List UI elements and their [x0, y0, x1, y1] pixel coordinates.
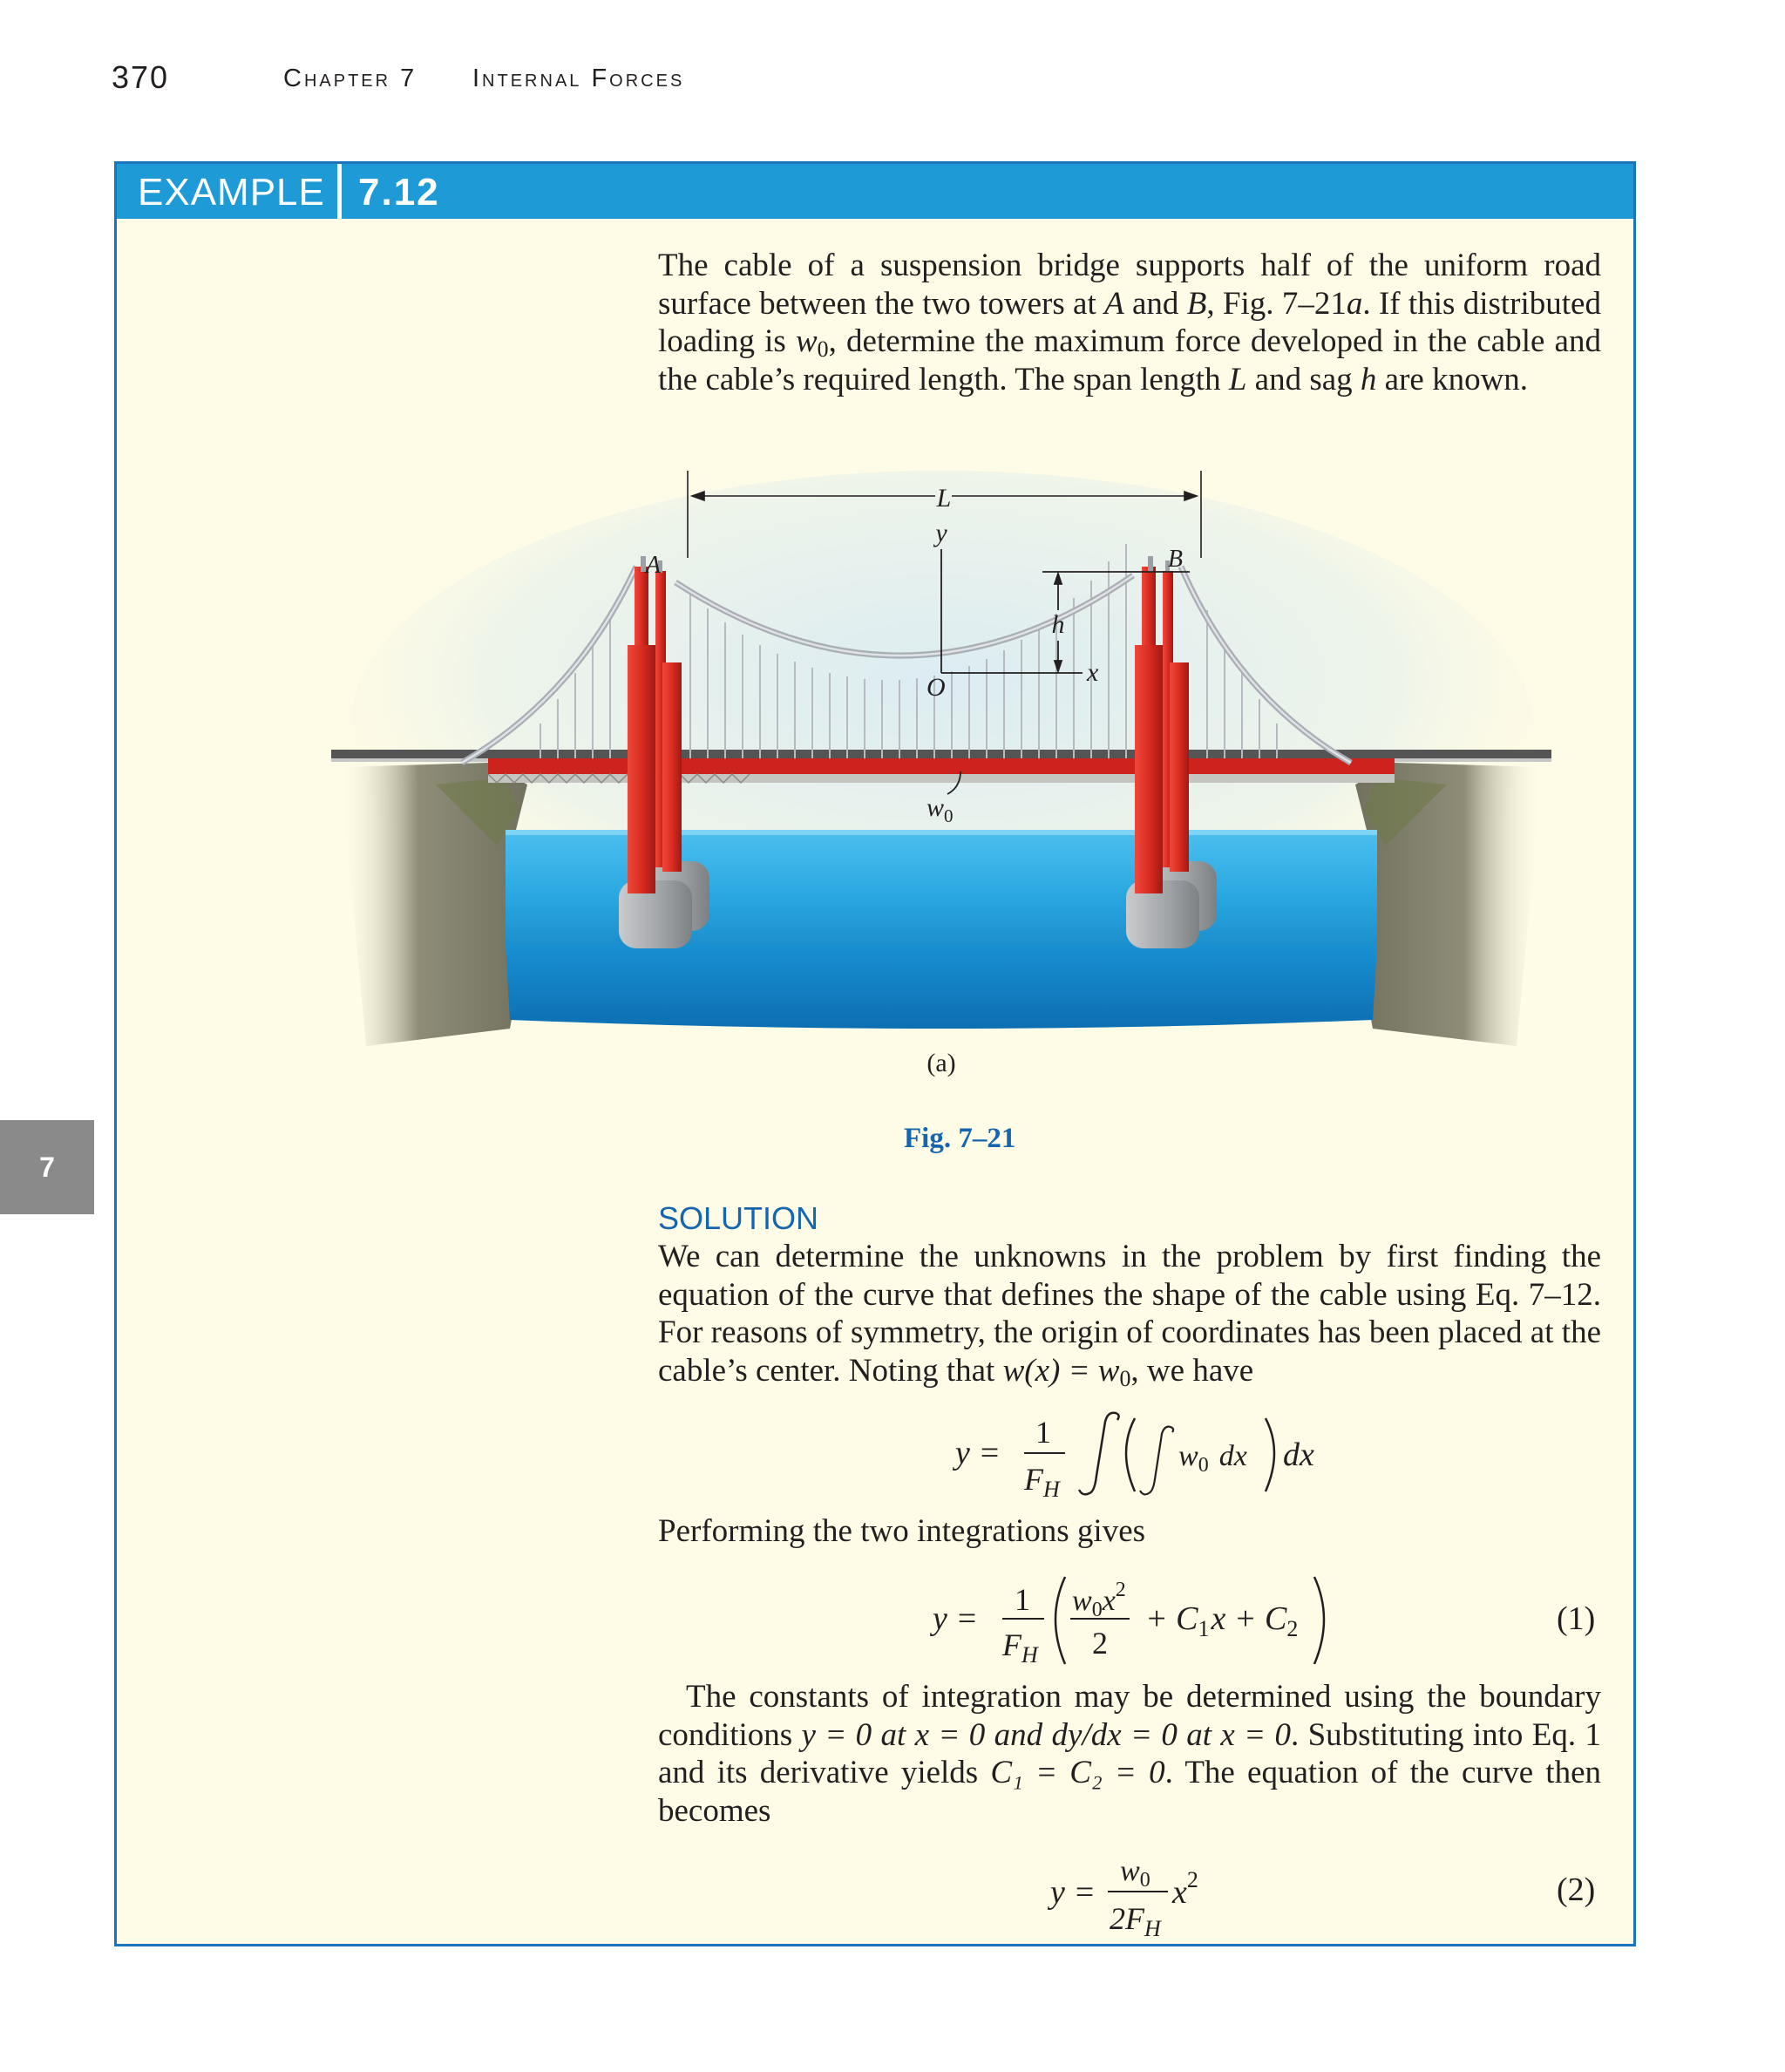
example-header-bar [117, 164, 1633, 219]
label-h: h [1051, 610, 1065, 639]
label-B: B [1167, 546, 1183, 573]
svg-text:y =: y = [1050, 1874, 1096, 1911]
chapter-label: Chapter 7 [283, 65, 417, 92]
svg-text:2FH: $2F_H$ [1110, 1901, 1161, 1940]
label-x-axis: x [1087, 658, 1099, 687]
label-O: O [926, 673, 946, 702]
label-A: A [645, 552, 661, 579]
svg-text:FH: $F_H$ [1002, 1627, 1038, 1668]
equation-2-number: (2) [1557, 1872, 1596, 1908]
example-number: 7.12 [358, 171, 440, 214]
page-number: 370 [112, 59, 170, 95]
chapter-thumb-tab: 7 [0, 1120, 94, 1214]
svg-text:w0dx: $w_0$ dx [1178, 1440, 1247, 1477]
example-label: EXAMPLE [138, 171, 325, 214]
svg-text:+ C1x + C2: + $C_1x + C_2$ [1145, 1600, 1299, 1641]
problem-statement: The cable of a suspension bridge supports half of the uniform road surface between the two towers at A and B, Fig. 7–21a. If this distributed loading is $w_0$, determine the maximum force developed in the cable and the cable’s required length. The span length L and sag h are known. [658, 248, 1601, 397]
svg-text:w0: $w_0$ [1120, 1855, 1150, 1892]
svg-text:x2: $x^2$ [1172, 1867, 1198, 1911]
equation-integral [941, 1408, 1325, 1504]
svg-text:y =: y = [955, 1435, 1001, 1471]
solution-heading: SOLUTION [658, 1200, 819, 1236]
svg-text:2: 2 [1092, 1626, 1108, 1661]
equation-2 [1042, 1844, 1233, 1940]
figure-subcaption: (a) [926, 1049, 956, 1077]
svg-text:1: 1 [1035, 1415, 1051, 1450]
label-y-axis: y [935, 519, 947, 547]
svg-text:w0x2: $w_0x^2$ [1072, 1579, 1126, 1621]
svg-text:1: 1 [1015, 1582, 1030, 1617]
label-L: L [936, 484, 952, 513]
svg-text:dx: dx [1283, 1437, 1314, 1473]
label-w0: $w_0$ [926, 793, 954, 826]
chapter-title: Internal Forces [472, 65, 685, 92]
svg-text:FH: $F_H$ [1024, 1462, 1060, 1502]
equation-1-number: (1) [1557, 1600, 1596, 1637]
water-front [506, 945, 1377, 1029]
deck-beam [488, 758, 1395, 774]
example-divider [337, 164, 342, 219]
figure-caption: Fig. 7–21 [904, 1123, 1016, 1154]
equation-1 [924, 1565, 1342, 1669]
road-surface [331, 750, 1551, 758]
solution-paragraph-2: Performing the two integrations gives [658, 1513, 1146, 1549]
suspension-bridge-figure [331, 471, 1551, 1098]
svg-text:y =: y = [933, 1600, 979, 1637]
solution-paragraph-1: We can determine the unknowns in the problem by first finding the equation of the curve that defines the shape of the cable using Eq. 7–12. For reasons of symmetry, the origin of coordinates has been placed at the cable’s center. Noting that $w(x) = w_0$, we have [658, 1239, 1601, 1391]
solution-paragraph-3: The constants of integration may be determined using the boundary conditions y = 0 at x = 0 and dy/dx = 0 at x = 0. Substituting into Eq. 1 and its derivative yields C₁ = C₂ = 0. The equation of the curve then becomes [658, 1679, 1601, 1829]
